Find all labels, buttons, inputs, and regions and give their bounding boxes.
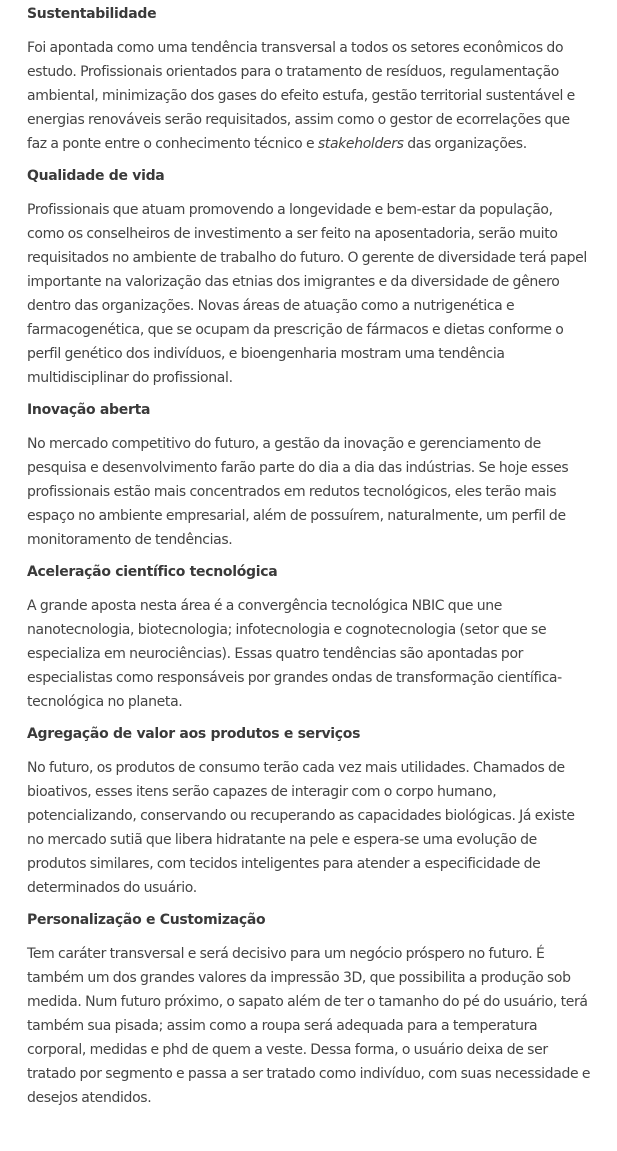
emphasized-term: stakeholders <box>317 136 404 152</box>
section-paragraph: No mercado competitivo do futuro, a gestão da inovação e gerenciamento de pesquisa e desenvolvimento farão parte do dia a dia das indústrias. Se hoje esses profissionais estão mais concentrados em redutos tecnológicos, eles terão mais espaço no ambiente empresarial, além de possuírem, naturalmente, um perfil de monitoramento de tendências. <box>27 436 569 548</box>
section-aceleracao-cientifico-tecnologica <box>27 558 591 714</box>
paragraph-text: Foi apontada como uma tendência transversal a todos os setores econômicos do estudo. Profissionais orientados para o tratamento de resíduos, regulamentação ambiental, minimização dos gases do efeito estufa, gestão territorial sustentável e energias renováveis serão requisitados, assim como o gestor de ecorrelações que faz a ponte entre o conhecimento técnico e <box>27 40 575 152</box>
section-sustentabilidade <box>27 0 591 156</box>
section-inovacao-aberta <box>27 396 591 552</box>
section-title: Aceleração científico tecnológica <box>27 564 278 580</box>
section-paragraph: Tem caráter transversal e será decisivo para um negócio próspero no futuro. É também um dos grandes valores da impressão 3D, que possibilita a produção sob medida. Num futuro próximo, o sapato além de ter o tamanho do pé do usuário, terá também sua pisada; assim como a roupa será adequada para a temperatura corporal, medidas e phd de quem a veste. Dessa forma, o usuário deixa de ser tratado por segmento e passa a ser tratado como indivíduo, com suas necessidade e desejos atendidos. <box>27 946 591 1106</box>
section-title: Agregação de valor aos produtos e serviços <box>27 726 361 742</box>
section-paragraph <box>27 36 591 156</box>
section-qualidade-de-vida <box>27 162 591 390</box>
section-personalizacao-e-customizacao <box>27 906 591 1110</box>
section-agregacao-de-valor <box>27 720 591 900</box>
section-title: Inovação aberta <box>27 402 151 418</box>
section-title: Qualidade de vida <box>27 168 165 184</box>
section-paragraph: Profissionais que atuam promovendo a longevidade e bem-estar da população, como os conselheiros de investimento a ser feito na aposentadoria, serão muito requisitados no ambiente de trabalho do futuro. O gerente de diversidade terá papel importante na valorização das etnias dos imigrantes e da diversidade de gênero dentro das organizações. Novas áreas de atuação como a nutrigenética e farmacogenética, que se ocupam da prescrição de fármacos e dietas conforme o perfil genético dos indivíduos, e bioengenharia mostram uma tendência multidisciplinar do profissional. <box>27 202 587 386</box>
paragraph-text: das organizações. <box>403 136 527 152</box>
section-paragraph: No futuro, os produtos de consumo terão cada vez mais utilidades. Chamados de bioativos, esses itens serão capazes de interagir com o corpo humano, potencializando, conservando ou recuperando as capacidades biológicas. Já existe no mercado sutiã que libera hidratante na pele e espera-se uma evolução de produtos similares, com tecidos inteligentes para atender a especificidade de determinados do usuário. <box>27 760 575 896</box>
section-title: Sustentabilidade <box>27 6 157 22</box>
section-paragraph: A grande aposta nesta área é a convergência tecnológica NBIC que une nanotecnologia, biotecnologia; infotecnologia e cognotecnologia (setor que se especializa em neurociências). Essas quatro tendências são apontadas por especialistas como responsáveis por grandes ondas de transformação científica-tecnológica no planeta. <box>27 598 562 710</box>
section-title: Personalização e Customização <box>27 912 266 928</box>
